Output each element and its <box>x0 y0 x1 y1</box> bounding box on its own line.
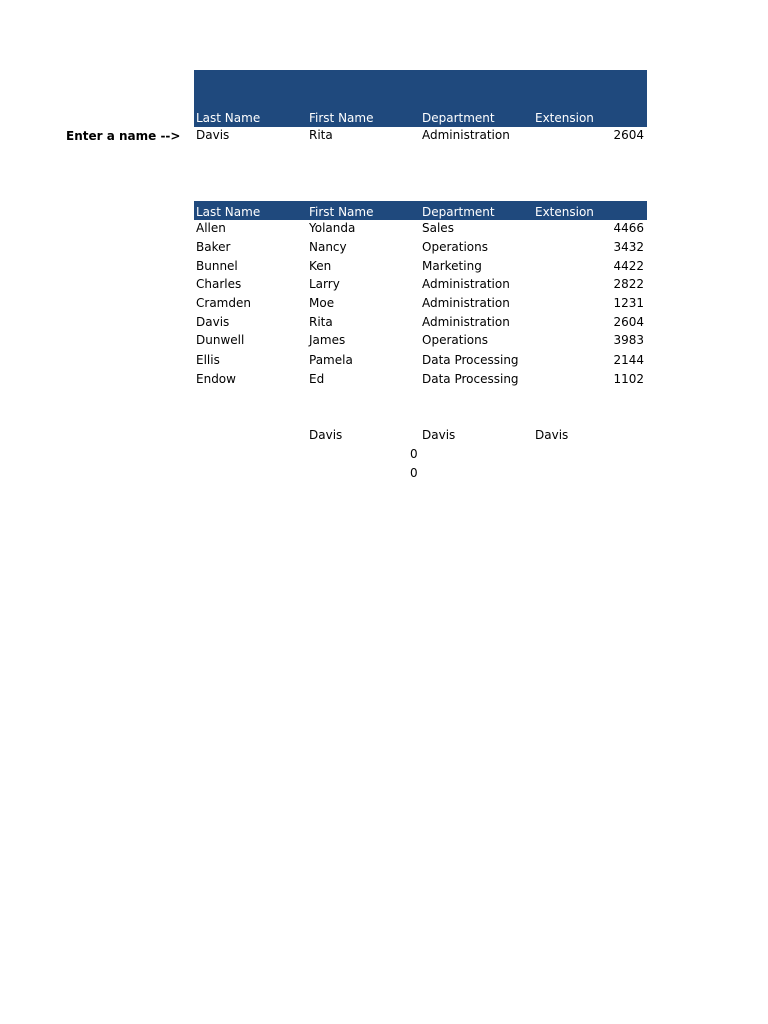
table-row <box>194 258 647 277</box>
lookup-prompt-label: Enter a name --> <box>66 129 181 143</box>
table-cell-extension: 1102 <box>613 372 644 386</box>
table-cell-last-name: Ellis <box>196 353 220 367</box>
formula-zero-cell: 0 <box>410 466 418 480</box>
table-cell-extension: 3432 <box>613 240 644 254</box>
table-cell-extension: 2604 <box>613 315 644 329</box>
table-cell-department: Administration <box>422 296 510 310</box>
lookup-result-row <box>194 127 647 146</box>
formula-result-cell: Davis <box>309 428 343 442</box>
lookup-extension: 2604 <box>613 128 644 142</box>
formula-zero-cell: 0 <box>410 447 418 461</box>
table-header-extension: Extension <box>535 205 594 219</box>
table-cell-department: Administration <box>422 277 510 291</box>
table-row <box>194 239 647 258</box>
lookup-header-last-name: Last Name <box>196 111 261 125</box>
table-row <box>194 295 647 314</box>
table-cell-department: Operations <box>422 240 488 254</box>
table-cell-last-name: Baker <box>196 240 231 254</box>
table-header <box>194 201 647 220</box>
lookup-header <box>194 70 647 127</box>
table-row <box>194 332 647 351</box>
table-cell-extension: 2144 <box>613 353 644 367</box>
table-cell-last-name: Davis <box>196 315 230 329</box>
lookup-last-name-input[interactable]: Davis <box>196 128 230 142</box>
table-cell-extension: 1231 <box>613 296 644 310</box>
table-cell-last-name: Dunwell <box>196 333 245 347</box>
lookup-header-first-name: First Name <box>309 111 374 125</box>
table-cell-department: Sales <box>422 221 454 235</box>
table-cell-first-name: Larry <box>309 277 340 291</box>
table-cell-extension: 4466 <box>613 221 644 235</box>
table-row <box>194 220 647 239</box>
formula-result-cell: Davis <box>535 428 569 442</box>
table-cell-last-name: Endow <box>196 372 236 386</box>
table-cell-last-name: Allen <box>196 221 226 235</box>
table-row <box>194 352 647 371</box>
table-cell-last-name: Charles <box>196 277 242 291</box>
table-cell-department: Data Processing <box>422 372 519 386</box>
table-cell-extension: 4422 <box>613 259 644 273</box>
table-header-department: Department <box>422 205 495 219</box>
table-row <box>194 314 647 333</box>
table-cell-first-name: Nancy <box>309 240 347 254</box>
table-cell-extension: 3983 <box>613 333 644 347</box>
table-cell-department: Data Processing <box>422 353 519 367</box>
table-cell-first-name: Ken <box>309 259 332 273</box>
table-cell-extension: 2822 <box>613 277 644 291</box>
lookup-department: Administration <box>422 128 510 142</box>
lookup-header-department: Department <box>422 111 495 125</box>
table-cell-first-name: Yolanda <box>309 221 356 235</box>
table-cell-department: Operations <box>422 333 488 347</box>
table-cell-department: Marketing <box>422 259 482 273</box>
table-cell-first-name: Pamela <box>309 353 353 367</box>
table-cell-first-name: Rita <box>309 315 333 329</box>
table-cell-department: Administration <box>422 315 510 329</box>
table-row <box>194 276 647 295</box>
table-header-first-name: First Name <box>309 205 374 219</box>
lookup-header-extension: Extension <box>535 111 594 125</box>
table-cell-first-name: Ed <box>309 372 325 386</box>
table-cell-first-name: James <box>309 333 346 347</box>
formula-result-cell: Davis <box>422 428 456 442</box>
table-cell-last-name: Cramden <box>196 296 251 310</box>
lookup-first-name: Rita <box>309 128 333 142</box>
table-header-last-name: Last Name <box>196 205 261 219</box>
table-cell-first-name: Moe <box>309 296 335 310</box>
table-row <box>194 371 647 390</box>
table-cell-last-name: Bunnel <box>196 259 238 273</box>
